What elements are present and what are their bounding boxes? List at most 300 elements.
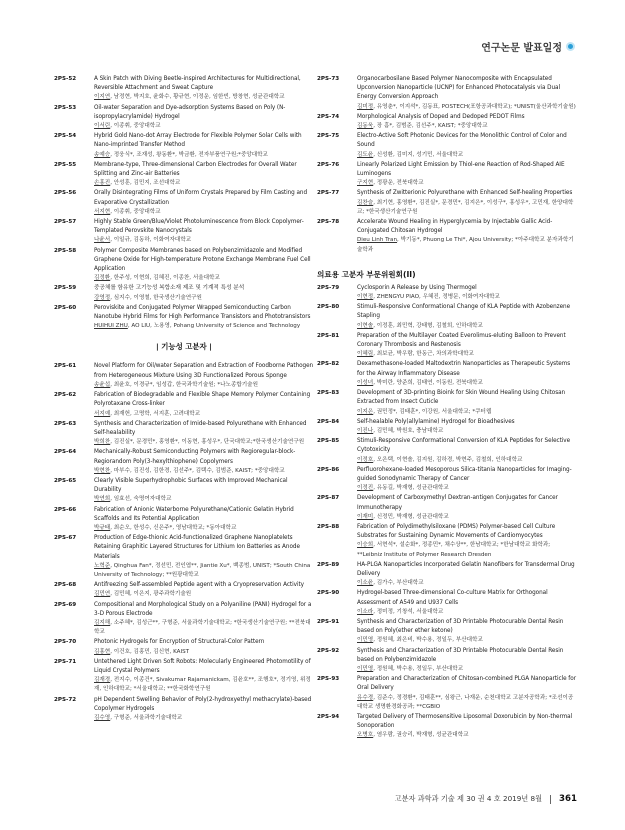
entry-code: 2PS-61	[54, 363, 77, 370]
entry-body	[94, 247, 314, 284]
entry-body	[357, 218, 577, 255]
entry-code: 2PS-79	[317, 284, 340, 291]
entry-code: 2PS-62	[54, 392, 77, 399]
entry-code: 2PS-63	[54, 420, 77, 427]
presenting-author: 박희찬	[94, 439, 111, 446]
entry-body	[357, 618, 577, 646]
entry-row	[317, 675, 577, 712]
page-header	[481, 38, 575, 54]
entry-title: Synthesis and Characterization of 3D Printable Photocurable Dental Resin based on Poly(ether ether ketone)	[357, 618, 564, 635]
entry-row	[54, 477, 314, 505]
entry-body	[357, 675, 577, 712]
entry-title: HA-PLGA Nanoparticles Incorporated Gelatin Nanofibers for Transdermal Drug Delivery	[357, 561, 575, 577]
presenting-author: 이진나	[357, 427, 374, 434]
entry-code: 2PS-67	[54, 535, 77, 542]
presenting-author: 나윤서	[94, 237, 111, 244]
coauthors-affiliations: , 이일규, 김동하, 이화여자대학교	[110, 237, 192, 244]
entry-code: 2PS-72	[54, 696, 77, 703]
coauthors-affiliations: , 장 흠*, 김범준, 김선주*, KAIST; *중앙대학교	[373, 123, 488, 130]
entry-row	[54, 638, 314, 656]
entry-body	[94, 391, 314, 419]
entry-title: Peroviskite and Conjugated Polymer Wrapped Semiconducting Carbon Nanotube Hybrid Films for High Performance Transistors and Phototransistors	[94, 304, 311, 321]
entry-title: Electro-Active Soft Photonic Devices for the Monolithic Control of Color and Sound	[357, 133, 567, 149]
coauthors-affiliations: , 이건호, 김홍민, 김신현, KAIST	[110, 648, 190, 655]
coauthors-affiliations: , Qinghua Fan*, 정선민, 전인엽**, Jiantie Xu*, 백종범, UNIST; *South China University of Technology; **원광대학교	[94, 562, 311, 578]
entry-title: Synthesis and Characterization of Imide-based Polyurethane with Enhanced Self-healability	[94, 420, 307, 436]
entry-code: 2PS-52	[54, 76, 77, 82]
entry-body	[357, 113, 577, 131]
entry-row	[317, 189, 577, 217]
entry-title: Cyclosporin A Release by Using Thermogel	[357, 284, 477, 291]
right-column	[317, 75, 577, 742]
entry-title: Targeted Delivery of Thermosensitive Liposomal Doxorubicin by Non-thermal Sonoporation	[357, 714, 573, 730]
entry-row	[54, 247, 314, 284]
entry-title: Photonic Hydrogels for Encryption of Structural-Color Pattern	[94, 639, 265, 646]
coauthors-affiliations: , 정미정, 기창석, 서울대학교	[373, 608, 444, 615]
presenting-author: 이소윤	[357, 580, 374, 587]
presenting-author: 이서린	[94, 123, 111, 130]
coauthors-affiliations: , 이종휘, 중앙대학교	[110, 123, 161, 130]
entry-authors	[94, 714, 314, 723]
entry-body	[357, 437, 577, 465]
entry-body	[357, 713, 577, 741]
entry-code: 2PS-73	[317, 76, 340, 82]
entry-code: 2PS-53	[54, 104, 77, 111]
left-column	[54, 75, 314, 724]
presenting-author: 김정환	[94, 275, 111, 282]
section-title-functional: | 기능성 고분자 |	[156, 342, 212, 352]
entry-body	[94, 581, 314, 599]
entry-authors	[357, 122, 577, 131]
presenting-author: 이민영	[357, 637, 374, 644]
entry-authors	[357, 179, 577, 188]
entry-title: 중공체를 함유한 고기능성 복합소재 제조 및 기계적 특성 분석	[94, 285, 245, 292]
entry-row	[54, 506, 314, 534]
entry-body	[357, 466, 577, 494]
entry-body	[94, 161, 314, 189]
entry-authors	[357, 293, 577, 302]
entry-code: 2PS-78	[317, 219, 340, 226]
entry-authors	[357, 236, 577, 254]
entry-title: Fabrication of Biodegradable and Flexible Shape Memory Polymer Containing Polyrotaxane Cross-linker	[94, 392, 311, 408]
presenting-author: 김민연	[94, 591, 111, 598]
entry-body	[94, 218, 314, 246]
entry-authors	[94, 322, 314, 331]
entry-body	[357, 589, 577, 617]
coauthors-affiliations: , 전지수, 이종건*, Sivakumar Rajamanickam, 김윤호**, 조행호*, 정기영, 위정재, 인하대학교; *서울대학교; **한국화학연구원	[94, 677, 311, 693]
entry-body	[94, 420, 314, 448]
entry-code: 2PS-60	[54, 304, 77, 311]
entry-authors	[94, 294, 314, 303]
presenting-author: 김지해	[94, 619, 111, 626]
entry-authors	[94, 590, 314, 599]
entry-authors	[94, 619, 314, 637]
entry-code: 2PS-54	[54, 133, 77, 140]
entry-code: 2PS-88	[317, 523, 340, 530]
presenting-author: 서지예	[94, 410, 111, 417]
coauthors-affiliations: , 정원혜, 박수용, 정일두, 부산대학교	[373, 665, 464, 672]
entry-body	[94, 658, 314, 695]
entry-code: 2PS-64	[54, 449, 77, 456]
entry-code: 2PS-55	[54, 161, 77, 168]
entry-code: 2PS-69	[54, 601, 77, 608]
entry-row	[54, 658, 314, 695]
entry-row	[54, 534, 314, 580]
presenting-author: 이민영	[357, 665, 374, 672]
presenting-author: 김동욱	[357, 123, 374, 130]
presenting-author: 이성녀	[357, 379, 374, 386]
entry-authors	[94, 438, 314, 447]
entry-row	[317, 618, 577, 646]
entry-row	[54, 104, 314, 132]
entry-code: 2PS-90	[317, 590, 340, 597]
entry-body	[357, 303, 577, 331]
presenting-author: 김찬슬	[357, 199, 374, 206]
entry-body	[357, 284, 577, 302]
page-footer	[395, 794, 577, 804]
entry-row	[317, 713, 577, 741]
coauthors-affiliations: , 임효선, 숙명여자대학교	[110, 496, 172, 503]
entry-title: Clearly Visible Superhydrophobic Surfaces with Improved Mechanical Durability	[94, 477, 288, 494]
entry-list-general-cont	[317, 75, 577, 255]
presenting-author: 이현솔	[357, 322, 374, 329]
entry-row	[54, 448, 314, 476]
entry-row	[54, 696, 314, 724]
entry-body	[357, 132, 577, 160]
entry-authors	[94, 676, 314, 694]
coauthors-affiliations: , 김가수, 부산대학교	[373, 580, 424, 587]
entry-title: Antifreezing Self-assembled Peptide agent with a Cryopreservation Activity	[94, 582, 304, 589]
entry-body	[357, 389, 577, 417]
coauthors-affiliations: , AO LIU, 노용영, Pohang University of Science and Technology	[127, 323, 301, 330]
coauthors-affiliations: , 오은택, 이현솔, 김지원, 김하경, 박현주, 김철희, 인하대학교	[373, 456, 523, 463]
entry-row	[317, 523, 577, 560]
entry-code: 2PS-65	[54, 477, 77, 484]
coauthors-affiliations: , 유동길, 박재형, 성균관대학교	[373, 485, 449, 492]
entry-code: 2PS-74	[317, 113, 340, 120]
coauthors-affiliations: , ZHENGYU PIAO, 우혜진, 정병문, 이화여자대학교	[373, 294, 500, 301]
entry-authors	[94, 179, 314, 188]
entry-code: 2PS-87	[317, 495, 340, 502]
entry-row	[317, 132, 577, 160]
entry-authors	[94, 467, 314, 476]
entry-code: 2PS-57	[54, 219, 77, 226]
entry-code: 2PS-56	[54, 190, 77, 197]
entry-title: Self-healable Poly(allylamine) Hydrogel for Bioadhesives	[357, 418, 515, 425]
entry-list-general	[54, 75, 314, 331]
entry-authors	[94, 524, 314, 533]
entry-code: 2PS-70	[54, 639, 77, 646]
presenting-author: 강영정	[94, 294, 111, 301]
coauthors-affiliations: , 최순오, 한성수, 신은주*, 영남대학교; *동아대학교	[110, 524, 237, 531]
entry-title: Preparation and Characterization of Chitosan-combined PLGA Nanoparticle for Oral Delivery	[357, 676, 576, 692]
entry-row	[54, 218, 314, 246]
entry-title: Linearly Polarized Light Emission by Thiol-ene Reaction of Rod-Shaped AIE Luminogens	[357, 161, 565, 178]
entry-row	[317, 161, 577, 189]
entry-row	[54, 391, 314, 419]
entry-row	[317, 589, 577, 617]
presenting-author: 이정진	[357, 485, 374, 492]
presenting-author: 이지은	[357, 408, 374, 415]
entry-authors	[357, 731, 577, 740]
coauthors-affiliations: , 최윤호, 이경규*, 임성갑, 한국과학기술원; *나노종합기술원	[110, 381, 258, 388]
coauthors-affiliations: , 박기동*, Phuong Le Thi*, Ajou University; *아주대학교 분자과학기술학과	[357, 237, 574, 253]
coauthors-affiliations: , 유영춘*, 이지석*, 김동표, POSTECH(포항공과대학교); *UNIST(울산과학기술원)	[373, 103, 576, 110]
coauthors-affiliations: , 심지수, 이영철, 한국생산기술연구원	[110, 294, 202, 301]
entry-row	[317, 303, 577, 331]
entry-code: 2PS-83	[317, 390, 340, 397]
entry-row	[317, 561, 577, 589]
section-title-medical: 의료용 고분자 부문위원회(II)	[317, 269, 416, 279]
entry-body	[357, 75, 577, 112]
entry-authors	[357, 541, 577, 559]
entry-code: 2PS-85	[317, 438, 340, 445]
entry-body	[94, 304, 314, 332]
coauthors-affiliations: , 정원혜, 최은비, 박수용, 정일두, 부산대학교	[373, 637, 483, 644]
entry-row	[317, 437, 577, 465]
entry-authors	[357, 427, 577, 436]
entry-title: Hybrid Gold Nano-dot Array Electrode for Flexible Polymer Solar Cells with Nano-imprinted Transfer Method	[94, 133, 302, 149]
presenting-author: 노혁준	[94, 562, 111, 569]
entry-code: 2PS-91	[317, 618, 340, 625]
presenting-author: 김미정	[357, 103, 374, 110]
entry-code: 2PS-89	[317, 561, 340, 568]
entry-authors	[94, 236, 314, 245]
entry-title: Orally Disintegrating Films of Uniform Crystals Prepared by Film Casting and Evaporative Crystallization	[94, 190, 308, 206]
coauthors-affiliations: , 김민혜, 이은지, 광주과학기술원	[110, 591, 192, 598]
entry-body	[357, 161, 577, 189]
coauthors-affiliations: , 최보균, 박우람, 한동근, 차의과학대학교	[373, 351, 474, 358]
entry-authors	[94, 274, 314, 283]
entry-title: Production of Edge-thionic Acid-functionalized Graphene Nanoplatelets Retaining Graphitic Layered Structures for Lithium Ion Batteries as Anode Materials	[94, 535, 300, 560]
entry-body	[357, 561, 577, 589]
entry-code: 2PS-75	[317, 133, 340, 140]
entry-authors	[94, 410, 314, 419]
presenting-author: 이소라	[357, 608, 374, 615]
entry-authors	[94, 122, 314, 131]
entry-row	[54, 161, 314, 189]
entry-row	[317, 389, 577, 417]
entry-body	[357, 647, 577, 675]
presenting-author: 손홍진	[94, 180, 111, 187]
bullet-icon	[566, 42, 575, 51]
entry-authors	[94, 381, 314, 390]
entry-row	[54, 132, 314, 160]
entry-title: Synthesis of Zwitterionic Polyurethane with Enhanced Self-healing Properties	[357, 190, 573, 197]
entry-title: A Skin Patch with Diving Beetle-inspired Architectures for Multidirectional, Reversible Attachment and Sweat Capture	[94, 76, 301, 92]
entry-title: Novel Platform for Oil/water Separation and Extraction of Foodborne Pathogen from Heterogeneous Mixture Using 3D Functionalized Porous Sponge	[94, 363, 314, 379]
entry-authors	[357, 151, 577, 160]
entry-row	[317, 466, 577, 494]
coauthors-affiliations: , 최재헌, 고명학, 서지훈, 고려대학교	[110, 410, 201, 417]
entry-code: 2PS-66	[54, 506, 77, 513]
entry-body	[94, 362, 314, 390]
presenting-author: 김수영	[94, 715, 111, 721]
entry-authors	[357, 408, 577, 417]
entry-title: pH Dependent Swelling Behavior of Poly(2-hydroxyethyl methacrylate)-based Copolymer Hydrogels	[94, 696, 312, 712]
entry-body	[94, 75, 314, 103]
entry-authors	[357, 199, 577, 217]
entry-authors	[357, 513, 577, 522]
entry-title: Highly Stable Green/Blue/Violet Photoluminescence from Block Copolymer-Templated Perovskite Nanocrystals	[94, 219, 304, 235]
entry-authors	[357, 694, 577, 712]
coauthors-affiliations: , 정광운, 전북대학교	[373, 180, 424, 187]
entry-body	[94, 534, 314, 580]
presenting-author: 박규태	[94, 524, 111, 531]
entry-title: Stimuli-Responsive Conformational Conversion of KLA Peptides for Selective Cytotoxicity	[357, 438, 571, 454]
coauthors-affiliations: , 정웅식*, 조재성, 왕동환*, 박금환, 전자부품연구원;*중앙대학교	[110, 151, 268, 158]
entry-code: 2PS-59	[54, 285, 77, 292]
coauthors-affiliations: , 소주혜*, 김성근**, 구형준, 서울과학기술대학교; *한국생산기술연구원; **전북대학교	[94, 619, 311, 636]
entry-authors	[94, 562, 314, 580]
entry-authors	[357, 322, 577, 331]
coauthors-affiliations: , 이정훈, 최민혁, 강태형, 김철희, 인하대학교	[373, 322, 483, 329]
entry-row	[54, 284, 314, 302]
presenting-author: Dieu Linh Tran	[357, 237, 398, 244]
entry-authors	[357, 608, 577, 617]
presenting-author: 이정호	[357, 456, 374, 463]
coauthors-affiliations: , 신정민, 박재형, 성균관대학교	[373, 513, 449, 520]
entry-code: 2PS-68	[54, 582, 77, 589]
entry-row	[317, 418, 577, 436]
entry-title: Perfluorohexane-loaded Mesoporous Silica-titania Nanoparticles for Imaging-guided Sonodynamic Therapy of Cancer	[357, 466, 572, 482]
entry-body	[94, 696, 314, 724]
entry-title: Fabrication of Polydimethylsiloxane (PDMS) Polymer-based Cell Culture Substrates for Sustaining Dynamic Movements of Cardiomyocytes	[357, 523, 556, 540]
entry-authors	[357, 484, 577, 493]
entry-authors	[94, 648, 314, 657]
entry-list-functional	[54, 362, 314, 723]
entry-body	[357, 360, 577, 388]
entry-code: 2PS-86	[317, 466, 340, 473]
presenting-author: 유수경	[357, 694, 374, 701]
entry-title: Development of 3D-printing Bioink for Skin Wound Healing Using Chitosan Extracted from Insect Cuticle	[357, 390, 566, 406]
entry-body	[357, 332, 577, 360]
entry-authors	[357, 350, 577, 359]
entry-body	[94, 132, 314, 160]
entry-authors	[94, 495, 314, 504]
presenting-author: 김재경	[94, 677, 111, 684]
entry-title: Untethered Light Driven Soft Robots: Molecularly Engineered Photomotility of Liquid Crystal Polymers	[94, 658, 311, 674]
entry-code: 2PS-93	[317, 676, 340, 683]
entry-row	[317, 75, 577, 112]
coauthors-affiliations: , 이종휘, 중앙대학교	[110, 208, 161, 215]
entry-code: 2PS-76	[317, 161, 340, 168]
entry-title: Development of Carboxymethyl Dextran-antigen Conjugates for Cancer Immunotherapy	[357, 495, 558, 511]
coauthors-affiliations: , 마부수, 김진성, 김한경, 김선주*, 김택수, 김범준, KAIST; *중앙대학교	[110, 467, 285, 474]
entry-code: 2PS-84	[317, 418, 340, 425]
coauthors-affiliations: , 안성훈, 김민지, 조선대학교	[110, 180, 181, 187]
entry-row	[317, 647, 577, 675]
page-number: 361	[559, 794, 577, 804]
coauthors-affiliations: , 염우람, 권승리, 박재형, 성균관대학교	[373, 732, 469, 739]
entry-code: 2PS-77	[317, 190, 340, 197]
entry-row	[54, 362, 314, 390]
coauthors-affiliations: , 박미란, 양준희, 김태연, 이동원, 전북대학교	[373, 379, 483, 386]
entry-authors	[357, 379, 577, 388]
presenting-author: 김홍현	[94, 648, 111, 655]
entry-title: Morphological Analysis of Doped and Dedoped PEDOT Films	[357, 113, 525, 120]
entry-code: 2PS-58	[54, 247, 77, 254]
presenting-author: 송윤섭	[94, 381, 111, 388]
presenting-author: 이현정	[357, 294, 374, 301]
entry-authors	[94, 208, 314, 217]
entry-row	[54, 581, 314, 599]
entry-authors	[357, 579, 577, 588]
entry-title: Stimuli-Responsive Conformational Change of KLA Peptide with Azobenzene Stapling	[357, 304, 571, 320]
presenting-author: 이혜림	[357, 351, 374, 358]
coauthors-affiliations: , 김민혜, 박원호, 충남대학교	[373, 427, 444, 434]
entry-row	[54, 75, 314, 103]
entry-body	[94, 189, 314, 217]
entry-title: Polymer Composite Membranes based on Polybenzimidazole and Modified Graphene Oxide for High-temperature Protone Exchange Membrane Fuel Cell Application	[94, 247, 311, 273]
entry-body	[357, 189, 577, 217]
coauthors-affiliations: , 남정현, 박지호, 윤화수, 황규현, 이정운, 임한빈, 방창현, 성균관대학교	[110, 94, 285, 101]
coauthors-affiliations: , 권민정*, 김태훈*, 이강원, 서울대학교; *쿠터웹	[373, 408, 492, 415]
entry-row	[317, 360, 577, 388]
entry-row	[317, 284, 577, 302]
entry-body	[357, 494, 577, 522]
entry-row	[317, 218, 577, 255]
entry-body	[94, 638, 314, 656]
entry-title: Synthesis and Characterization of 3D Printable Photocurable Dental Resin based on Polybenzimidazole	[357, 647, 564, 663]
coauthors-affiliations: , 서현석*, 설순화*, 정종민*, 채수상**, 한남대학교; *한남대학교 화학과; **Leibniz Institute of Polymer Research Dresden	[357, 542, 551, 558]
coauthors-affiliations: , 구형준, 서울과학기술대학교	[110, 715, 183, 721]
coauthors-affiliations: , 한주성, 이현희, 김혜진, 이종찬, 서울대학교	[110, 275, 220, 282]
entry-authors	[357, 103, 577, 112]
presenting-author: 이재미	[357, 513, 374, 520]
presenting-author: 박현찬	[94, 467, 111, 474]
journal-info: 고분자 과학과 기술 제 30 권 4 호 2019년 8월	[394, 794, 543, 803]
entry-code: 2PS-92	[317, 647, 340, 654]
entry-title: Accelerate Wound Healing in Hyperglycemia by Injectable Gallic Acid-Conjugated Chitosan Hydrogel	[357, 219, 553, 235]
entry-code: 2PS-81	[317, 332, 340, 339]
entry-title: Mechanically-Robust Semiconducting Polymers with Regioregular-block-Regiorandom Poly(3-hexylthiophene) Copolymers	[94, 449, 296, 465]
presenting-author: 김도윤	[357, 151, 374, 158]
entry-row	[317, 113, 577, 131]
entry-body	[94, 601, 314, 638]
presenting-author: 송예승	[94, 151, 111, 158]
entry-row	[54, 304, 314, 332]
entry-title: Preparation of the Multilayer Coated Everolimus-eluting Balloon to Prevent Coronary Thrombosis and Restenosis	[357, 332, 566, 349]
entry-body	[94, 477, 314, 505]
entry-title: Dexamethasone-loaded Maltodextrin Nanoparticles as Therapeutic Systems for the Airway Inflammatory Disease	[357, 361, 571, 377]
coauthors-affiliations: , 신성환, 김미지, 성기민, 서울대학교	[373, 151, 464, 158]
entry-title: Organocarbosilane Based Polymer Nanocomposite with Encapsulated Upconversion Nanoparticle (UCNP) for Enhanced Photocatalysis via Dual Energy Conversion Approach	[357, 76, 560, 101]
entry-body	[94, 284, 314, 302]
coauthors-affiliations: , 김준수, 정경환*, 김태훈**, 심왕근, 나재운, 순천대학교 고분자공학과; *조선이공대학교 생명환경화공과; **CGBIO	[357, 694, 574, 710]
presenting-author: 박연희	[94, 496, 111, 503]
entry-row	[317, 332, 577, 360]
entry-authors	[357, 665, 577, 674]
entry-code: 2PS-82	[317, 361, 340, 368]
entry-body	[357, 418, 577, 436]
presenting-author: 이지연	[94, 94, 111, 101]
presenting-author: 오병호	[357, 732, 374, 739]
entry-body	[94, 448, 314, 476]
entry-authors	[357, 456, 577, 465]
coauthors-affiliations: , 최기현, 홍영환*, 김진실*, 문경민*, 김지은*, 이성구*, 홍성우*, 고민재, 한양대학교; *한국생산기술연구원	[357, 199, 574, 215]
entry-body	[94, 506, 314, 534]
entry-body	[94, 104, 314, 132]
header-label: 연구논문 발표일정	[481, 42, 562, 54]
presenting-author: HUIHUI ZHU	[94, 323, 128, 330]
entry-title: Compositional and Morphological Study on a Polyaniline (PANI) Hydrogel for a 3-D Porous Electrode	[94, 601, 312, 617]
entry-title: Membrane-type, Three-dimensional Carbon Electrodes for Overall Water Splitting and Zinc-air Batteries	[94, 161, 297, 178]
entry-title: Oil-water Separation and Dye-adsorption Systems Based on Poly (N-isopropylacrylamide) Hydrogel	[94, 104, 286, 120]
entry-code: 2PS-80	[317, 304, 340, 311]
entry-authors	[94, 151, 314, 160]
presenting-author: 이승희	[357, 542, 374, 549]
